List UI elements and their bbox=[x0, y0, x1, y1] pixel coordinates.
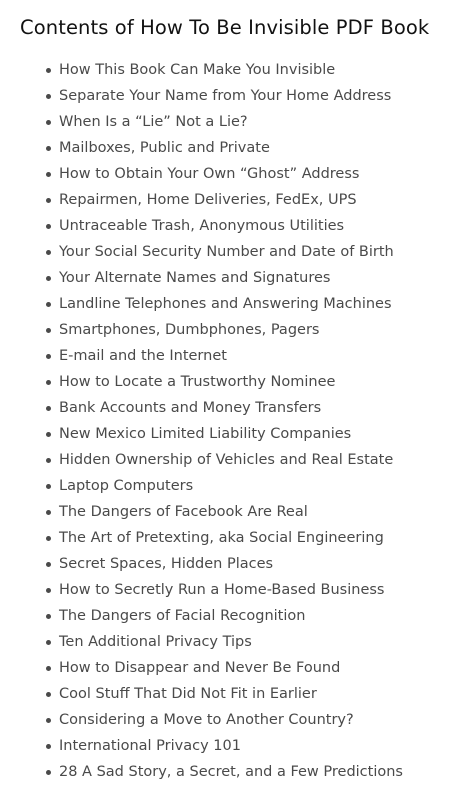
list-item bbox=[46, 265, 465, 291]
bullet-icon bbox=[46, 640, 51, 645]
list-item-label: The Dangers of Facebook Are Real bbox=[59, 504, 308, 520]
list-item-label: Landline Telephones and Answering Machines bbox=[59, 296, 392, 312]
list-item bbox=[46, 343, 465, 369]
bullet-icon bbox=[46, 250, 51, 255]
bullet-icon bbox=[46, 458, 51, 463]
bullet-icon bbox=[46, 484, 51, 489]
list-item-label: Repairmen, Home Deliveries, FedEx, UPS bbox=[59, 192, 357, 208]
list-item-label: Cool Stuff That Did Not Fit in Earlier bbox=[59, 686, 317, 702]
list-item bbox=[46, 733, 465, 759]
list-item-label: Ten Additional Privacy Tips bbox=[59, 634, 252, 650]
list-item bbox=[46, 759, 465, 785]
bullet-icon bbox=[46, 536, 51, 541]
table-of-contents bbox=[20, 57, 465, 785]
list-item-label: Considering a Move to Another Country? bbox=[59, 712, 354, 728]
list-item bbox=[46, 707, 465, 733]
list-item-label: Hidden Ownership of Vehicles and Real Estate bbox=[59, 452, 394, 468]
list-item bbox=[46, 577, 465, 603]
page-title: Contents of How To Be Invisible PDF Book bbox=[20, 16, 430, 39]
bullet-icon bbox=[46, 666, 51, 671]
bullet-icon bbox=[46, 302, 51, 307]
list-item bbox=[46, 291, 465, 317]
bullet-icon bbox=[46, 562, 51, 567]
list-item-label: Your Alternate Names and Signatures bbox=[59, 270, 331, 286]
list-item bbox=[46, 109, 465, 135]
list-item bbox=[46, 369, 465, 395]
list-item-label: Smartphones, Dumbphones, Pagers bbox=[59, 322, 320, 338]
list-item bbox=[46, 551, 465, 577]
bullet-icon bbox=[46, 328, 51, 333]
list-item-label: Mailboxes, Public and Private bbox=[59, 140, 270, 156]
list-item-label: When Is a “Lie” Not a Lie? bbox=[59, 114, 248, 130]
bullet-icon bbox=[46, 94, 51, 99]
bullet-icon bbox=[46, 120, 51, 125]
list-item-label: E-mail and the Internet bbox=[59, 348, 227, 364]
list-item bbox=[46, 57, 465, 83]
list-item-label: How to Obtain Your Own “Ghost” Address bbox=[59, 166, 360, 182]
list-item-label: How to Locate a Trustworthy Nominee bbox=[59, 374, 336, 390]
bullet-icon bbox=[46, 406, 51, 411]
list-item-label: How to Secretly Run a Home-Based Business bbox=[59, 582, 385, 598]
bullet-icon bbox=[46, 744, 51, 749]
list-item bbox=[46, 447, 465, 473]
list-item-label: Secret Spaces, Hidden Places bbox=[59, 556, 274, 572]
list-item bbox=[46, 135, 465, 161]
list-item-label: 28 A Sad Story, a Secret, and a Few Predictions bbox=[59, 764, 403, 780]
bullet-icon bbox=[46, 432, 51, 437]
bullet-icon bbox=[46, 354, 51, 359]
bullet-icon bbox=[46, 614, 51, 619]
list-item bbox=[46, 421, 465, 447]
list-item bbox=[46, 239, 465, 265]
list-item-label: How This Book Can Make You Invisible bbox=[59, 62, 336, 78]
bullet-icon bbox=[46, 146, 51, 151]
list-item-label: The Dangers of Facial Recognition bbox=[59, 608, 306, 624]
list-item-label: Laptop Computers bbox=[59, 478, 194, 494]
bullet-icon bbox=[46, 588, 51, 593]
list-item bbox=[46, 681, 465, 707]
list-item-label: New Mexico Limited Liability Companies bbox=[59, 426, 352, 442]
bullet-icon bbox=[46, 380, 51, 385]
bullet-icon bbox=[46, 68, 51, 73]
list-item-label: International Privacy 101 bbox=[59, 738, 241, 754]
bullet-icon bbox=[46, 172, 51, 177]
bullet-icon bbox=[46, 718, 51, 723]
bullet-icon bbox=[46, 770, 51, 775]
list-item bbox=[46, 473, 465, 499]
list-item bbox=[46, 655, 465, 681]
bullet-icon bbox=[46, 276, 51, 281]
list-item-label: The Art of Pretexting, aka Social Engineering bbox=[59, 530, 384, 546]
bullet-icon bbox=[46, 692, 51, 697]
list-item-label: Your Social Security Number and Date of Birth bbox=[59, 244, 394, 260]
list-item bbox=[46, 629, 465, 655]
bullet-icon bbox=[46, 224, 51, 229]
bullet-icon bbox=[46, 198, 51, 203]
list-item bbox=[46, 83, 465, 109]
list-item bbox=[46, 499, 465, 525]
list-item bbox=[46, 213, 465, 239]
bullet-icon bbox=[46, 510, 51, 515]
list-item-label: Bank Accounts and Money Transfers bbox=[59, 400, 322, 416]
list-item-label: Untraceable Trash, Anonymous Utilities bbox=[59, 218, 345, 234]
list-item bbox=[46, 395, 465, 421]
list-item bbox=[46, 525, 465, 551]
list-item bbox=[46, 161, 465, 187]
list-item-label: Separate Your Name from Your Home Address bbox=[59, 88, 392, 104]
list-item bbox=[46, 187, 465, 213]
list-item bbox=[46, 603, 465, 629]
list-item-label: How to Disappear and Never Be Found bbox=[59, 660, 341, 676]
list-item bbox=[46, 317, 465, 343]
